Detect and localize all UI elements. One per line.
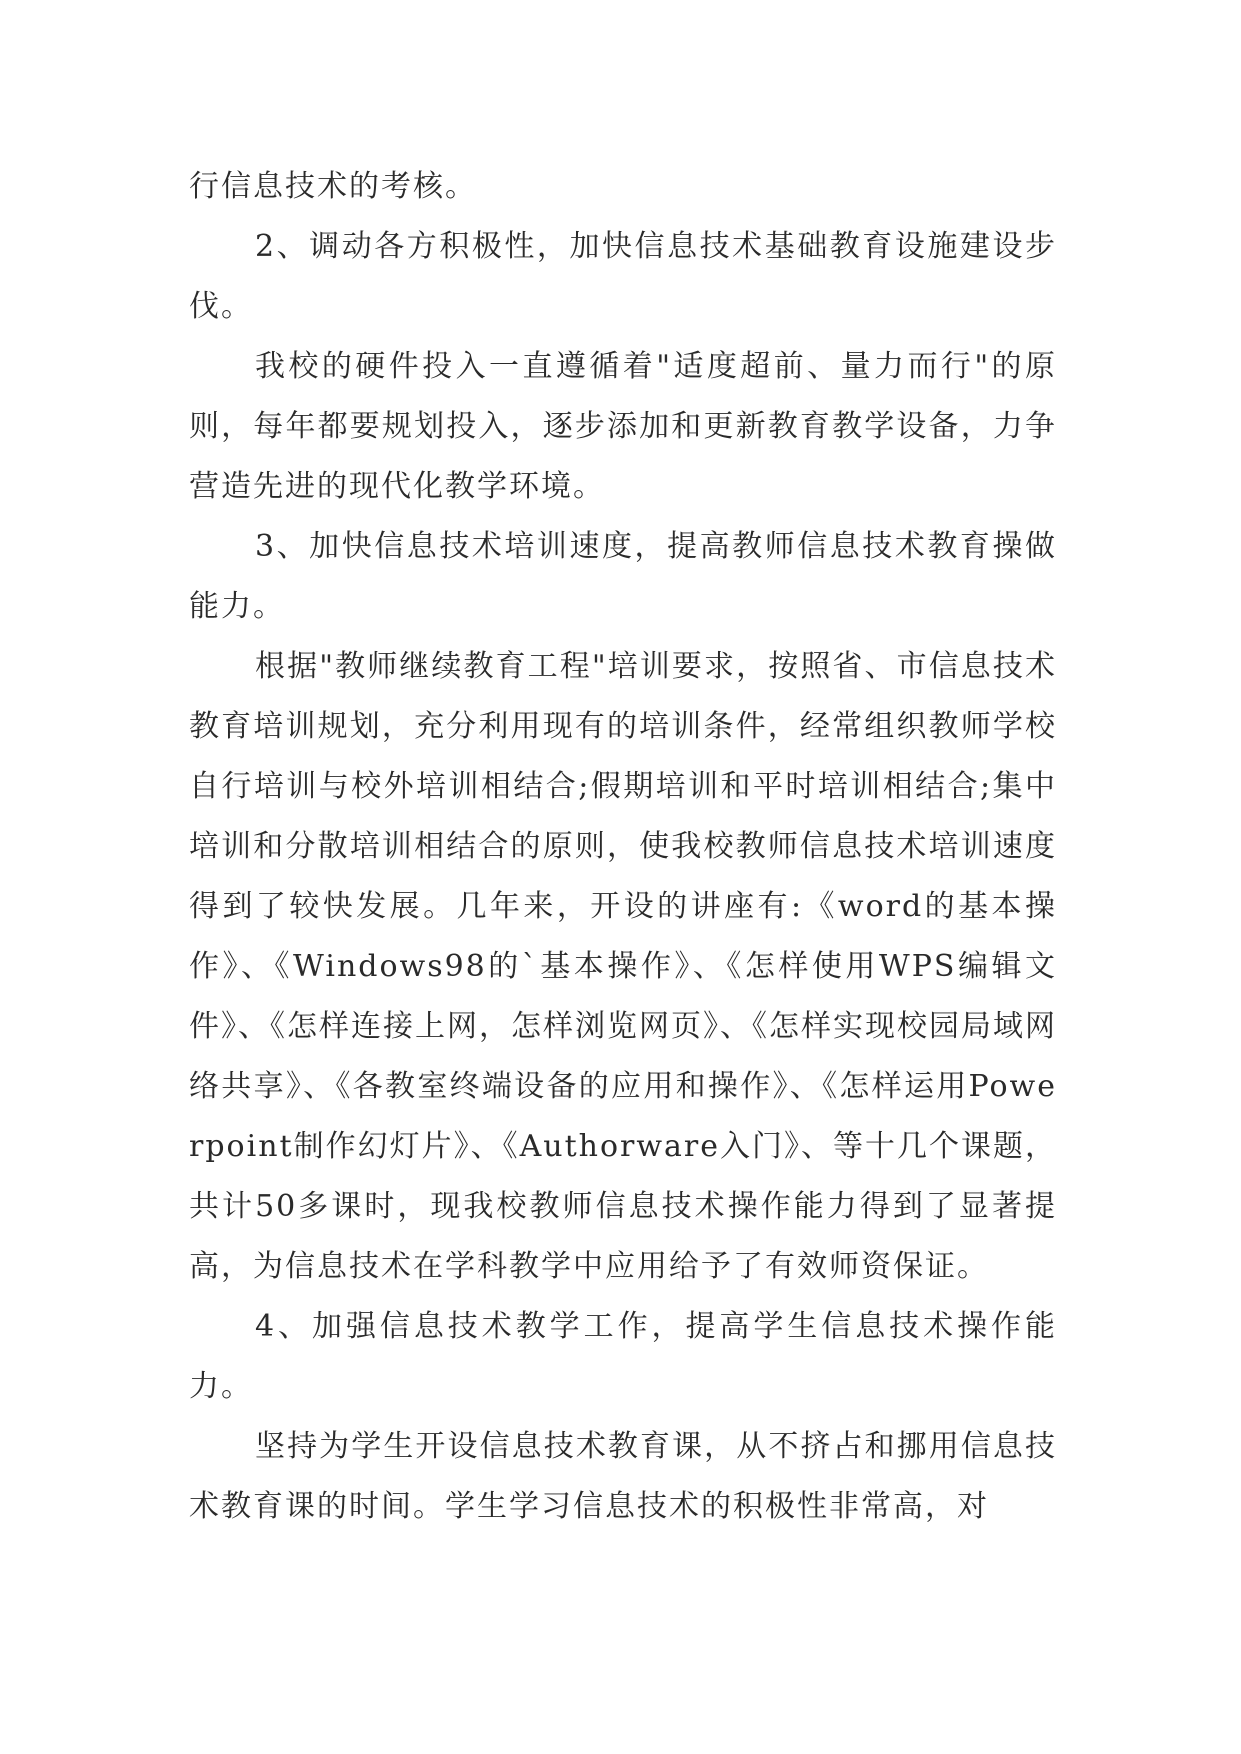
paragraph-heading-2: 2、调动各方积极性，加快信息技术基础教育设施建设步伐。 [189,229,1057,324]
paragraph-teacher-training: 根据"教师继续教育工程"培训要求，按照省、市信息技术教育培训规划，充分利用现有的培训条件，经常组织教师学校自行培训与校外培训相结合;假期培训和平时培训相结合;集中培训和分散培训相结合的原则，使我校教师信息技术培训速度得到了较快发展。几年来，开设的讲座有:《word的基本操作》、《Windows98的`基本操作》、《怎样使用WPS编辑文件》、《怎样连接上网，怎样浏览网页》、《怎样实现校园局域网络共享》、《各教室终端设备的应用和操作》、《怎样运用Powerpoint制作幻灯片》、《Authorware入门》、等十几个课题，共计50多课时，现我校教师信息技术操作能力得到了显著提高，为信息技术在学科教学中应用给予了有效师资保证。 [189,649,1058,1284]
paragraph-heading-4: 4、加强信息技术教学工作，提高学生信息技术操作能力。 [189,1309,1057,1404]
document-body [189,157,1057,1537]
paragraph-student-courses: 坚持为学生开设信息技术教育课，从不挤占和挪用信息技术教育课的时间。学生学习信息技术的积极性非常高，对 [189,1429,1057,1524]
paragraph-heading-3: 3、加快信息技术培训速度，提高教师信息技术教育操做能力。 [189,529,1057,624]
paragraph-hardware-investment: 我校的硬件投入一直遵循着"适度超前、量力而行"的原则，每年都要规划投入，逐步添加和更新教育教学设备，力争营造先进的现代化教学环境。 [189,349,1057,504]
paragraph-continuation: 行信息技术的考核。 [189,169,477,204]
